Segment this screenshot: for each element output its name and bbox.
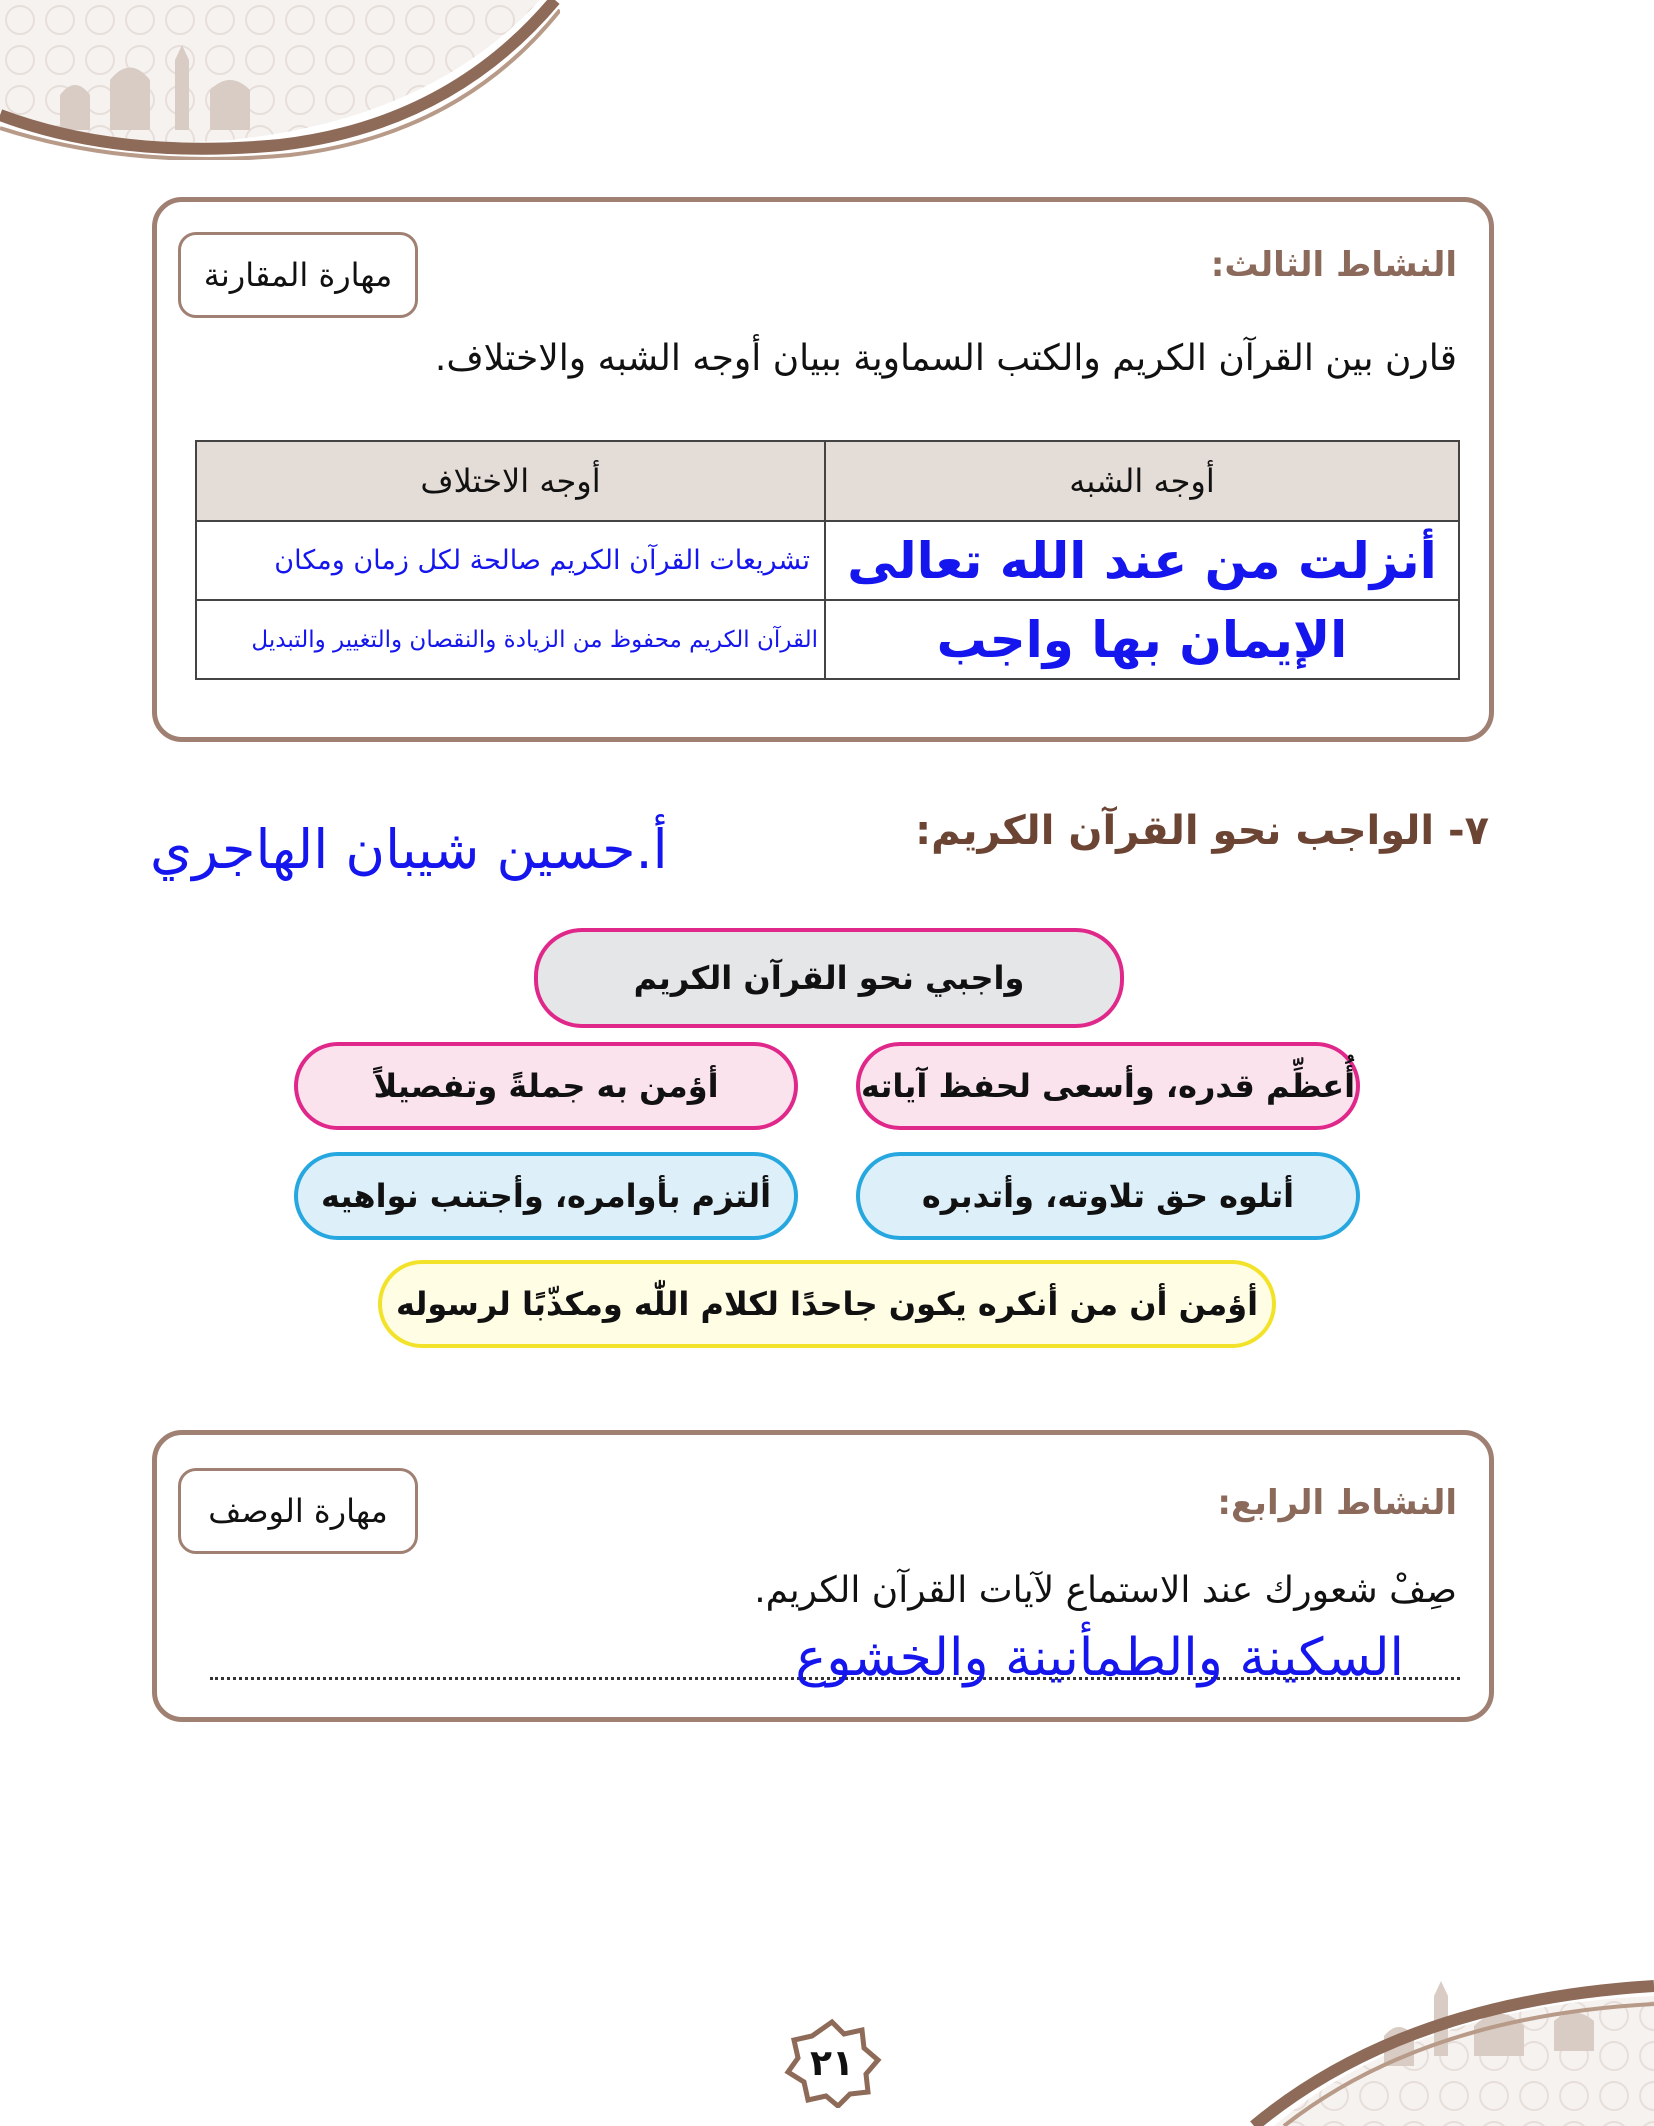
difference-answer: القرآن الكريم محفوظ من الزيادة والنقصان والتغيير والتبديل [251, 626, 818, 653]
duty-pill-honor: أُعظِّم قدره، وأسعى لحفظ آياته [856, 1042, 1360, 1130]
header-difference: أوجه الاختلاف [196, 441, 825, 521]
activity-4-answer: السكينة والطمأنينة والخشوع [795, 1628, 1404, 1688]
section-7-title: ٧- الواجب نحو القرآن الكريم: [915, 808, 1489, 854]
duty-pill-denial: أؤمن أن من أنكره يكون جاحدًا لكلام اللّٰه ومكذّبًا لرسوله [378, 1260, 1276, 1348]
activity-4-instruction: صِفْ شعورك عند الاستماع لآيات القرآن الكريم. [754, 1570, 1457, 1611]
header-similarity: أوجه الشبه [825, 441, 1459, 521]
author-name: أ.حسين شيبان الهاجري [150, 818, 668, 881]
activity-3-instruction: قارن بين القرآن الكريم والكتب السماوية ببيان أوجه الشبه والاختلاف. [434, 338, 1457, 379]
similarity-answer: أنزلت من عند الله تعالى [847, 531, 1437, 590]
page-number: ٢١ [810, 2042, 854, 2084]
duty-pill-believe: أؤمن به جملةً وتفصيلاً [294, 1042, 798, 1130]
duty-pill-obey: ألتزم بأوامره، وأجتنب نواهيه [294, 1152, 798, 1240]
similarity-cell [825, 521, 1459, 600]
comparison-table [195, 440, 1460, 680]
duty-pill-recite: أتلوه حق تلاوته، وأتدبره [856, 1152, 1360, 1240]
decorative-corner-top-left [0, 0, 560, 160]
decorative-corner-bottom-right [1234, 1956, 1654, 2126]
similarity-cell [825, 600, 1459, 679]
table-row [196, 521, 1459, 600]
similarity-answer: الإيمان بها واجب [936, 610, 1348, 669]
activity-4-title: النشاط الرابع: [1217, 1483, 1457, 1523]
duties-header-pill: واجبي نحو القرآن الكريم [534, 928, 1124, 1028]
skill-tag-description: مهارة الوصف [178, 1468, 418, 1554]
page-number-badge [782, 2018, 882, 2108]
difference-cell [196, 600, 825, 679]
difference-cell [196, 521, 825, 600]
activity-3-title: النشاط الثالث: [1210, 245, 1457, 285]
table-header-row [196, 441, 1459, 521]
difference-answer: تشريعات القرآن الكريم صالحة لكل زمان ومكان [274, 545, 810, 576]
table-row [196, 600, 1459, 679]
skill-tag-comparison: مهارة المقارنة [178, 232, 418, 318]
